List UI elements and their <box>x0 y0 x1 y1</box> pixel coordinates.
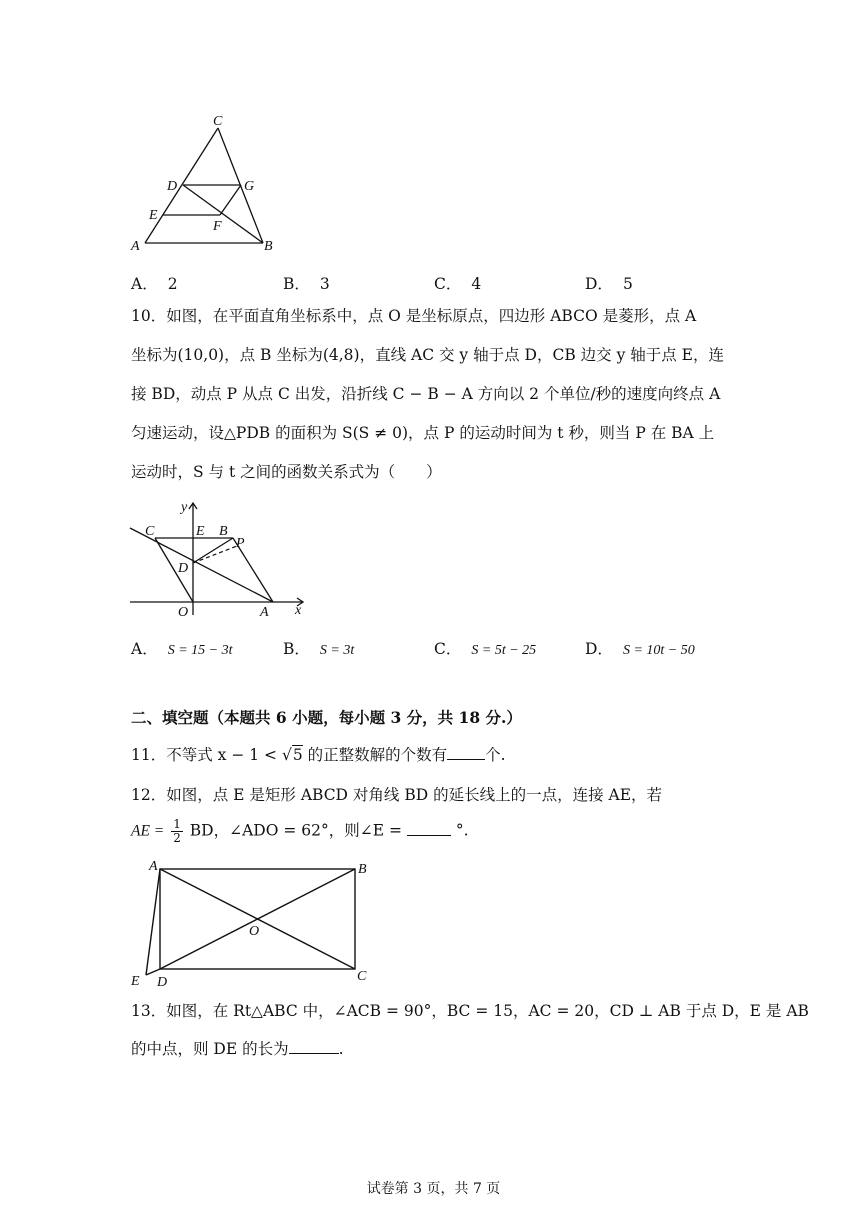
q10-label-o: O <box>178 605 189 620</box>
q10-option-c: C． S = 5t − 25 <box>434 640 537 658</box>
q10-option-b: B． S = 3t <box>283 640 355 658</box>
q12-line2 <box>131 818 469 845</box>
q10-line3: 接 BD，动点 P 从点 C 出发，沿折线 C − B − A 方向以 2 个单位/秒的速度向终点 A <box>131 385 721 403</box>
q11-suffix: 的正整数解的个数有 <box>307 746 448 764</box>
q9-option-c: C． 4 <box>434 275 482 293</box>
q10-label-b: B <box>219 524 228 539</box>
section2-heading: 二、填空题（本题共 6 小题，每小题 3 分，共 18 分.） <box>131 708 522 727</box>
q9-option-d: D． 5 <box>585 275 633 293</box>
q9-triangle-figure <box>125 110 285 260</box>
q10-label-p: P <box>236 536 245 551</box>
q10-rhombus-figure <box>125 495 315 620</box>
q9-label-b: B <box>264 239 273 254</box>
q12-line1: 12．如图，点 E 是矩形 ABCD 对角线 BD 的延长线上的一点，连接 AE，若 <box>131 786 663 804</box>
q11-end: 个. <box>485 746 506 764</box>
q10-label-e: E <box>196 524 205 539</box>
q11-answer-blank[interactable] <box>447 745 485 760</box>
q13-line2 <box>131 1039 344 1059</box>
q10-option-a: A． S = 15 − 3t <box>131 640 233 658</box>
q10-option-d: D． S = 10t − 50 <box>585 640 695 658</box>
q12-label-a: A <box>149 859 158 874</box>
q12-ae: AE = <box>131 822 165 840</box>
q12-label-d: D <box>157 975 168 990</box>
q9-label-a: A <box>131 239 140 254</box>
q12-answer-blank[interactable] <box>407 821 451 836</box>
q11-sqrt-sign: √ <box>281 746 292 764</box>
q9-label-g: G <box>244 179 255 194</box>
page-footer: 试卷第 3 页，共 7 页 <box>366 1181 501 1197</box>
q10-line1: 10．如图，在平面直角坐标系中，点 O 是坐标原点，四边形 ABCO 是菱形，点 A <box>131 307 697 325</box>
q11-sqrt-arg: 5 <box>292 746 303 764</box>
q12-label-c: C <box>357 969 367 984</box>
q10-label-c: C <box>145 524 155 539</box>
q9-option-a: A． 2 <box>131 275 178 293</box>
q12-line2-end: °. <box>455 821 469 840</box>
q12-label-e: E <box>131 974 140 989</box>
q10-label-y: y <box>181 500 188 515</box>
q11-text <box>131 745 506 765</box>
q9-label-f: F <box>213 219 222 234</box>
q10-label-d: D <box>178 561 189 576</box>
q12-line2-mid: BD，∠ADO = 62°，则∠E = <box>189 821 402 840</box>
q12-rectangle-figure <box>125 855 385 990</box>
q10-line4: 匀速运动，设△PDB 的面积为 S(S ≠ 0)，点 P 的运动时间为 t 秒，则当 P 在 BA 上 <box>131 424 715 442</box>
q9-option-b: B． 3 <box>283 275 330 293</box>
q10-label-x: x <box>295 603 302 618</box>
q12-label-b: B <box>358 862 367 877</box>
q12-fraction: $\frac{1}{2}$ <box>173 817 181 845</box>
q12-label-o: O <box>249 924 260 939</box>
q13-line2-text: 的中点，则 DE 的长为 <box>131 1040 289 1058</box>
q13-line2-end: . <box>338 1040 344 1058</box>
q9-label-e: E <box>149 208 158 223</box>
q10-line2: 坐标为(10,0)，点 B 坐标为(4,8)，直线 AC 交 y 轴于点 D，CB 边交 y 轴于点 E，连 <box>131 346 724 364</box>
q11-prefix: 11．不等式 x − 1 < <box>131 746 278 764</box>
q9-label-c: C <box>213 114 223 129</box>
q10-line5: 运动时，S 与 t 之间的函数关系式为（ ） <box>131 463 442 481</box>
q13-line1: 13．如图，在 Rt△ABC 中，∠ACB = 90°，BC = 15，AC = 20，CD ⊥ AB 于点 D，E 是 AB <box>131 1002 809 1020</box>
q13-answer-blank[interactable] <box>289 1039 339 1054</box>
q10-label-a: A <box>260 605 269 620</box>
q9-label-d: D <box>167 179 178 194</box>
